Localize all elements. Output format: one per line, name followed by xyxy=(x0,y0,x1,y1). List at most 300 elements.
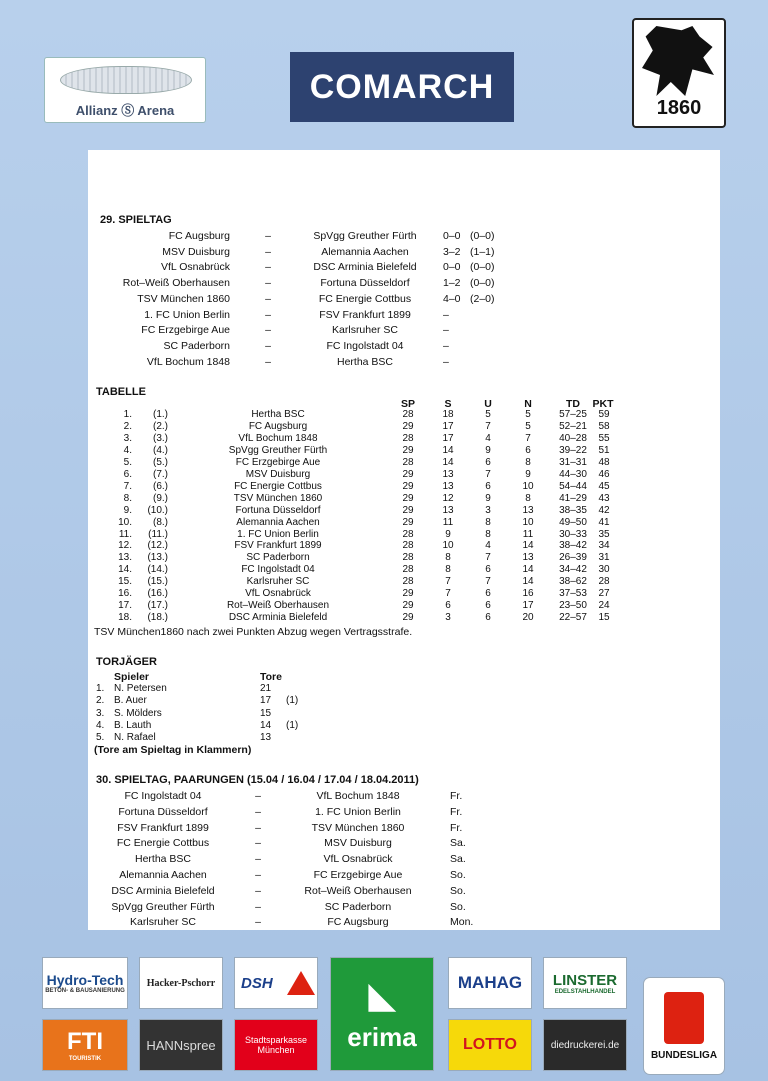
table-points: 27 xyxy=(598,588,610,600)
versus-dash: – xyxy=(265,324,271,337)
header-n2: N xyxy=(524,398,532,410)
table-team: 1. FC Union Berlin xyxy=(237,528,319,540)
table-draws: 6 xyxy=(485,456,491,468)
fixture-home-team: FC Energie Cottbus xyxy=(116,837,210,850)
versus-dash: – xyxy=(265,230,271,242)
hydrotech-label: Hydro-Tech xyxy=(46,972,124,988)
table-wins: 8 xyxy=(445,552,451,564)
erima-mark-icon: ◣ xyxy=(368,976,396,1015)
table-points: 15 xyxy=(598,612,610,624)
table-losses: 20 xyxy=(522,612,534,624)
away-team: SpVgg Greuther Fürth xyxy=(313,230,417,242)
table-draws: 9 xyxy=(485,444,491,456)
table-games: 29 xyxy=(402,480,414,492)
dsh-label: DSH xyxy=(241,974,273,992)
table-games: 28 xyxy=(402,564,414,576)
table-position: 8. xyxy=(123,492,132,504)
table-points: 58 xyxy=(598,420,610,432)
table-team: VfL Bochum 1848 xyxy=(238,432,318,444)
table-previous-position: (18.) xyxy=(147,612,168,624)
linster-logo xyxy=(544,958,626,1008)
final-score: 0–0 xyxy=(443,261,461,274)
table-previous-position: (11.) xyxy=(148,528,168,540)
comarch-logo: COMARCH xyxy=(290,52,514,122)
table-draws: 6 xyxy=(485,480,491,492)
fixture-day: So. xyxy=(450,884,466,897)
table-points: 59 xyxy=(598,409,610,420)
fixture-away-team: VfL Bochum 1848 xyxy=(316,790,400,802)
final-score: 1–2 xyxy=(443,277,461,290)
halftime-score: (1–1) xyxy=(470,245,495,258)
scorer-goals: 21 xyxy=(260,683,272,694)
table-team: VfL Osnabrück xyxy=(245,588,311,600)
final-score: 4–0 xyxy=(443,292,461,305)
table-losses: 14 xyxy=(522,576,534,588)
table-losses: 8 xyxy=(525,456,531,468)
table-losses: 14 xyxy=(522,540,534,552)
home-team: VfL Osnabrück xyxy=(160,261,230,274)
table-goal-diff: 30–33 xyxy=(559,528,587,540)
table-draws: 7 xyxy=(485,552,491,564)
fixture-home-team: Hertha BSC xyxy=(134,853,192,866)
table-wins: 13 xyxy=(442,468,454,480)
table-goal-diff: 38–35 xyxy=(559,504,587,516)
table-team: MSV Duisburg xyxy=(245,468,311,480)
table-games: 29 xyxy=(402,588,414,600)
table-wins: 6 xyxy=(445,600,451,612)
bundesliga-label: BUNDESLIGA xyxy=(650,1049,718,1061)
table-wins: 8 xyxy=(445,564,451,576)
table-position: 18. xyxy=(118,612,132,624)
table-position: 4. xyxy=(123,444,132,456)
away-team: Hertha BSC xyxy=(336,355,394,368)
fixture-away-team: SC Paderborn xyxy=(324,900,392,913)
hydrotech-sub: BETON- & BAUSANIERUNG xyxy=(45,988,125,994)
table-draws: 4 xyxy=(485,432,491,444)
table-points: 34 xyxy=(598,540,610,552)
header-s: S xyxy=(444,398,452,410)
table-losses: 8 xyxy=(525,492,531,504)
table-goal-diff: 38–62 xyxy=(559,576,587,588)
fixture-away-team: VfL Osnabrück xyxy=(323,853,393,866)
table-goal-diff: 44–30 xyxy=(559,468,587,480)
versus-dash: – xyxy=(255,853,261,866)
fixture-day: Fr. xyxy=(450,790,463,802)
scorer-position: 1. xyxy=(96,683,105,694)
table-games: 29 xyxy=(402,516,414,528)
linster-sub: EDELSTAHLHANDEL xyxy=(554,988,616,995)
table-position: 13. xyxy=(118,552,132,564)
fti-logo xyxy=(43,1020,127,1070)
halftime-score: (0–0) xyxy=(470,230,495,242)
table-games: 28 xyxy=(402,576,414,588)
table-draws: 7 xyxy=(485,420,491,432)
scorer-name: B. Auer xyxy=(114,695,147,707)
table-draws: 5 xyxy=(485,409,491,420)
table-draws: 3 xyxy=(485,504,491,516)
scorer-position: 3. xyxy=(96,707,105,719)
final-score: – xyxy=(443,324,449,337)
fixture-day: So. xyxy=(450,900,466,913)
away-team: Fortuna Düsseldorf xyxy=(320,277,410,290)
scorer-name: S. Mölders xyxy=(114,707,162,719)
table-goal-diff: 26–39 xyxy=(559,552,587,564)
away-team: Alemannia Aachen xyxy=(321,245,409,258)
erima-label: erima xyxy=(347,1021,417,1052)
table-points: 42 xyxy=(598,504,610,516)
versus-dash: – xyxy=(255,821,261,834)
away-team: FC Ingolstadt 04 xyxy=(326,339,404,352)
druckerei-logo: diedruckerei.de xyxy=(544,1020,626,1070)
table-previous-position: (6.) xyxy=(153,480,168,492)
table-games: 29 xyxy=(402,504,414,516)
table-previous-position: (2.) xyxy=(153,420,168,432)
table-games: 29 xyxy=(402,468,414,480)
hacker-pschorr-logo: Hacker-Pschorr xyxy=(140,958,222,1008)
home-team: TSV München 1860 xyxy=(137,292,230,305)
table-losses: 5 xyxy=(525,420,531,432)
table-position: 7. xyxy=(123,480,132,492)
fixture-day: Sa. xyxy=(450,853,466,866)
table-team: Hertha BSC xyxy=(251,409,305,420)
fixture-away-team: MSV Duisburg xyxy=(324,837,392,850)
table-games: 28 xyxy=(402,552,414,564)
hydrotech-logo xyxy=(43,958,127,1008)
fixture-away-team: FC Augsburg xyxy=(327,916,389,929)
home-team: Rot–Weiß Oberhausen xyxy=(122,277,230,290)
table-team: TSV München 1860 xyxy=(233,492,323,504)
table-previous-position: (9.) xyxy=(153,492,168,504)
table-goal-diff: 37–53 xyxy=(559,588,587,600)
crest-number: 1860 xyxy=(656,97,702,119)
scorer-name: B. Lauth xyxy=(114,719,152,731)
fixture-home-team: FSV Frankfurt 1899 xyxy=(117,821,209,834)
table-losses: 5 xyxy=(525,409,531,420)
content-panel xyxy=(88,150,720,930)
scorer-goals: 15 xyxy=(260,707,272,719)
table-goal-diff: 34–42 xyxy=(559,564,587,576)
versus-dash: – xyxy=(255,884,261,897)
table-games: 29 xyxy=(402,420,414,432)
table-previous-position: (1.) xyxy=(153,409,168,420)
table-goal-diff: 49–50 xyxy=(559,516,587,528)
versus-dash: – xyxy=(265,261,271,274)
table-team: Alemannia Aachen xyxy=(236,516,320,528)
table-points: 28 xyxy=(598,576,610,588)
header-sp: SP xyxy=(400,398,415,410)
versus-dash: – xyxy=(265,245,271,258)
sponsor-bar xyxy=(0,948,768,1081)
table-games: 28 xyxy=(402,456,414,468)
fixture-day: Mon. xyxy=(450,916,474,929)
table-previous-position: (5.) xyxy=(153,456,168,468)
table-position: 15. xyxy=(118,576,132,588)
scorers-title: TORJÄGER xyxy=(96,656,157,668)
fixture-home-team: FC Ingolstadt 04 xyxy=(124,790,202,802)
table-losses: 10 xyxy=(522,480,534,492)
fixture-away-team: TSV München 1860 xyxy=(311,821,405,834)
table-wins: 12 xyxy=(442,492,454,504)
table-games: 29 xyxy=(402,492,414,504)
versus-dash: – xyxy=(255,869,261,881)
table-wins: 17 xyxy=(442,432,454,444)
table-points: 41 xyxy=(598,516,610,528)
away-team: FSV Frankfurt 1899 xyxy=(319,308,411,321)
scorers-col-player: Spieler xyxy=(114,671,150,683)
table-wins: 13 xyxy=(442,480,454,492)
fixture-home-team: DSC Arminia Bielefeld xyxy=(111,884,215,897)
table-losses: 10 xyxy=(522,516,534,528)
table-goal-diff: 41–29 xyxy=(559,492,587,504)
fti-sub: TOURISTIK xyxy=(68,1056,102,1062)
final-score: 0–0 xyxy=(443,230,461,242)
table-wins: 7 xyxy=(445,588,451,600)
versus-dash: – xyxy=(265,292,271,305)
table-previous-position: (13.) xyxy=(147,552,168,564)
table-position: 17. xyxy=(118,600,132,612)
table-points: 48 xyxy=(598,456,610,468)
versus-dash: – xyxy=(255,916,261,929)
halftime-score: (2–0) xyxy=(470,292,495,305)
table-losses: 16 xyxy=(522,588,534,600)
final-score: – xyxy=(443,339,449,352)
table-games: 29 xyxy=(402,612,414,624)
home-team: VfL Bochum 1848 xyxy=(146,355,230,368)
matchday30-title: 30. SPIELTAG, PAARUNGEN (15.04 / 16.04 / 17.04 / 18.04.2011) xyxy=(96,774,419,786)
matchday29-title: 29. SPIELTAG xyxy=(100,214,172,226)
allianz-arena-logo xyxy=(45,58,205,122)
scorer-goals: 17 xyxy=(260,695,272,707)
sparkasse-label: Stadtsparkasse xyxy=(244,1035,308,1045)
table-previous-position: (3.) xyxy=(153,432,168,444)
table-position: 9. xyxy=(123,504,132,516)
header-td: TD xyxy=(566,398,580,410)
table-losses: 9 xyxy=(525,468,531,480)
table-wins: 13 xyxy=(442,504,454,516)
home-team: FC Erzgebirge Aue xyxy=(141,324,230,337)
table-points: 46 xyxy=(598,468,610,480)
versus-dash: – xyxy=(255,900,261,913)
fixture-home-team: Alemannia Aachen xyxy=(119,869,207,881)
versus-dash: – xyxy=(255,805,261,818)
fixture-home-team: Karlsruher SC xyxy=(130,916,196,929)
table-position: 12. xyxy=(118,540,132,552)
table-draws: 8 xyxy=(485,516,491,528)
table-points: 51 xyxy=(598,444,610,456)
table-previous-position: (17.) xyxy=(147,600,168,612)
scorer-name: N. Petersen xyxy=(114,683,167,694)
fixture-day: Sa. xyxy=(450,837,466,850)
table-position: 2. xyxy=(123,420,132,432)
final-score: – xyxy=(443,308,449,321)
table-goal-diff: 22–57 xyxy=(559,612,587,624)
table-position: 3. xyxy=(123,432,132,444)
table-losses: 14 xyxy=(522,564,534,576)
table-goal-diff: 38–42 xyxy=(559,540,587,552)
table-games: 29 xyxy=(402,444,414,456)
fixture-home-team: Fortuna Düsseldorf xyxy=(118,805,208,818)
bundesliga-player-icon xyxy=(664,992,704,1044)
table-position: 6. xyxy=(123,468,132,480)
table-wins: 3 xyxy=(445,612,451,624)
header-u: U xyxy=(484,398,492,410)
fixture-away-team: 1. FC Union Berlin xyxy=(315,805,401,818)
fixture-home-team: SpVgg Greuther Fürth xyxy=(111,900,215,913)
allianz-arena-label: Allianz Ⓢ Arena xyxy=(75,103,175,118)
scorer-matchday-goals: (1) xyxy=(286,719,299,731)
triangle-icon xyxy=(287,971,315,995)
halftime-score: (0–0) xyxy=(470,277,495,290)
hannspree-logo: HANNspree xyxy=(140,1020,222,1070)
away-team: DSC Arminia Bielefeld xyxy=(313,261,417,274)
table-points: 31 xyxy=(598,552,610,564)
table-previous-position: (12.) xyxy=(147,540,168,552)
table-previous-position: (8.) xyxy=(153,516,168,528)
table-losses: 13 xyxy=(522,504,534,516)
table-team: Rot–Weiß Oberhausen xyxy=(226,600,330,612)
table-team: DSC Arminia Bielefeld xyxy=(228,612,328,624)
mahag-logo: MAHAG xyxy=(449,958,531,1008)
table-position: 14. xyxy=(118,564,132,576)
erima-logo xyxy=(331,958,433,1070)
table-title: TABELLE xyxy=(96,386,146,398)
table-losses: 7 xyxy=(525,432,531,444)
final-score: – xyxy=(443,355,449,368)
versus-dash: – xyxy=(255,790,261,802)
home-team: MSV Duisburg xyxy=(162,245,230,258)
scorer-goals: 14 xyxy=(260,719,272,731)
sparkasse-sub: München xyxy=(257,1045,295,1055)
final-score: 3–2 xyxy=(443,245,461,258)
table-goal-diff: 40–28 xyxy=(559,432,587,444)
table-wins: 11 xyxy=(442,516,454,528)
table-points: 30 xyxy=(598,564,610,576)
scorer-position: 2. xyxy=(96,695,105,707)
table-team: SpVgg Greuther Fürth xyxy=(228,444,328,456)
fixture-day: Fr. xyxy=(450,805,463,818)
table-team: SC Paderborn xyxy=(246,552,310,564)
table-wins: 14 xyxy=(442,444,454,456)
table-wins: 17 xyxy=(442,420,454,432)
versus-dash: – xyxy=(265,308,271,321)
table-previous-position: (10.) xyxy=(147,504,168,516)
table-games: 29 xyxy=(402,600,414,612)
linster-label: LINSTER xyxy=(552,971,618,989)
table-draws: 7 xyxy=(485,468,491,480)
sparkasse-logo xyxy=(235,1020,317,1070)
table-goal-diff: 57–25 xyxy=(559,409,587,420)
versus-dash: – xyxy=(265,277,271,290)
table-team: FC Energie Cottbus xyxy=(234,480,322,492)
table-position: 16. xyxy=(118,588,132,600)
table-points: 24 xyxy=(598,600,610,612)
fti-label: FTI xyxy=(67,1028,103,1055)
dsh-logo xyxy=(235,958,317,1008)
scorers-col-goals: Tore xyxy=(260,671,282,683)
table-previous-position: (15.) xyxy=(147,576,168,588)
table-points: 43 xyxy=(598,492,610,504)
home-team: SC Paderborn xyxy=(163,339,230,352)
versus-dash: – xyxy=(265,339,271,352)
scorer-name: N. Rafael xyxy=(114,732,156,744)
table-goal-diff: 54–44 xyxy=(559,480,587,492)
table-games: 28 xyxy=(402,432,414,444)
fixture-day: Fr. xyxy=(450,821,463,834)
table-losses: 6 xyxy=(525,444,531,456)
table-goal-diff: 39–22 xyxy=(559,444,587,456)
table-draws: 7 xyxy=(485,576,491,588)
table-games: 28 xyxy=(402,540,414,552)
table-position: 11. xyxy=(118,528,132,540)
header-pkt: PKT xyxy=(592,398,614,410)
table-draws: 6 xyxy=(485,612,491,624)
table-previous-position: (7.) xyxy=(153,468,168,480)
fixture-away-team: Rot–Weiß Oberhausen xyxy=(304,884,412,897)
away-team: FC Energie Cottbus xyxy=(318,292,412,305)
table-previous-position: (14.) xyxy=(147,564,168,576)
table-wins: 9 xyxy=(445,528,451,540)
table-team: FSV Frankfurt 1899 xyxy=(234,540,322,552)
home-team: 1. FC Union Berlin xyxy=(144,308,230,321)
table-team: FC Erzgebirge Aue xyxy=(235,456,321,468)
lion-icon xyxy=(642,26,714,96)
table-position: 10. xyxy=(118,516,132,528)
table-points: 45 xyxy=(598,480,610,492)
halftime-score: (0–0) xyxy=(470,261,495,274)
home-team: FC Augsburg xyxy=(168,230,230,242)
table-draws: 9 xyxy=(485,492,491,504)
table-goal-diff: 52–21 xyxy=(559,420,587,432)
table-games: 28 xyxy=(402,409,414,420)
table-losses: 13 xyxy=(522,552,534,564)
table-wins: 10 xyxy=(442,540,454,552)
table-draws: 8 xyxy=(485,528,491,540)
table-wins: 18 xyxy=(442,409,454,420)
fixture-away-team: FC Erzgebirge Aue xyxy=(313,869,403,881)
scorers-note: (Tore am Spieltag in Klammern) xyxy=(94,744,252,756)
versus-dash: – xyxy=(265,355,271,368)
table-note: TSV München1860 nach zwei Punkten Abzug wegen Vertragsstrafe. xyxy=(94,626,413,638)
tsv-1860-crest xyxy=(632,18,726,128)
table-position: 1. xyxy=(123,409,132,420)
table-previous-position: (16.) xyxy=(147,588,168,600)
table-previous-position: (4.) xyxy=(153,444,168,456)
table-draws: 6 xyxy=(485,600,491,612)
stadium-icon xyxy=(60,66,192,94)
table-wins: 7 xyxy=(445,576,451,588)
table-draws: 4 xyxy=(485,540,491,552)
table-goal-diff: 23–50 xyxy=(559,600,587,612)
scorer-goals: 13 xyxy=(260,732,272,744)
table-wins: 14 xyxy=(442,456,454,468)
away-team: Karlsruher SC xyxy=(332,324,398,337)
table-goal-diff: 31–31 xyxy=(559,456,587,468)
table-games: 28 xyxy=(402,528,414,540)
table-losses: 11 xyxy=(522,528,534,540)
lotto-logo: LOTTO xyxy=(449,1020,531,1070)
table-position: 5. xyxy=(123,456,132,468)
table-team: FC Ingolstadt 04 xyxy=(241,564,315,576)
table-team: Karlsruher SC xyxy=(246,576,310,588)
table-draws: 6 xyxy=(485,588,491,600)
scorer-position: 4. xyxy=(96,719,105,731)
scorer-matchday-goals: (1) xyxy=(286,695,299,707)
table-draws: 6 xyxy=(485,564,491,576)
table-losses: 17 xyxy=(522,600,534,612)
bundesliga-logo xyxy=(644,978,724,1074)
table-points: 55 xyxy=(598,432,610,444)
fixture-day: So. xyxy=(450,869,466,881)
